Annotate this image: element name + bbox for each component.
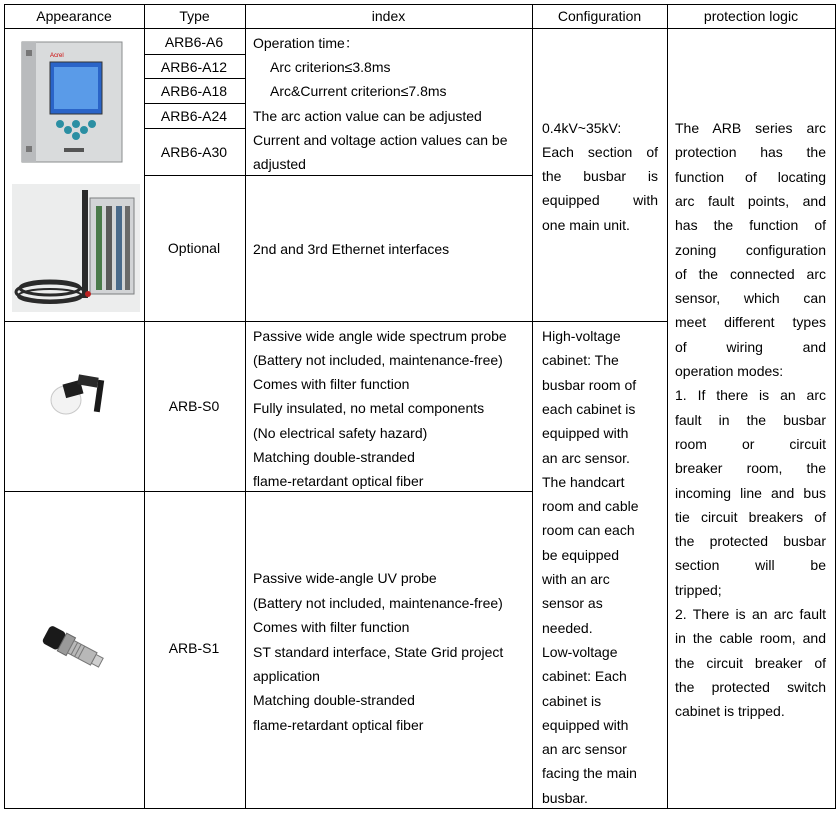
protection-logic-line: the protected switch — [675, 678, 826, 695]
configuration-line: the busbar is — [542, 168, 658, 184]
protection-logic-line: zoning configuration — [675, 241, 826, 258]
index-line: Fully insulated, no metal components — [253, 400, 485, 416]
protection-logic-line: has the function of — [675, 217, 826, 234]
configuration-line: cabinet is — [542, 692, 602, 709]
type-arb6-a30: ARB6-A30 — [160, 144, 228, 160]
protection-logic-line: the circuit breaker of — [675, 654, 826, 671]
type-arb6-a24: ARB6-A24 — [160, 108, 228, 124]
configuration-line: facing the main — [542, 765, 637, 782]
col-line — [245, 4, 246, 809]
index-line: Matching double-stranded — [253, 692, 415, 708]
configuration-line: busbar room of — [542, 376, 637, 393]
index-line: Passive wide-angle UV probe — [253, 570, 437, 586]
configuration-line: one main unit. — [542, 217, 630, 233]
protection-logic-line: of wiring and — [675, 338, 826, 355]
configuration-line: The handcart — [542, 473, 625, 490]
protection-logic-line: of the connected arc — [675, 265, 826, 282]
arb-s0-probe-image — [44, 370, 114, 420]
configuration-line: an arc sensor — [542, 741, 627, 758]
protection-logic-line: in the cable room, and — [675, 630, 826, 647]
index-line: Matching double-stranded — [253, 449, 415, 465]
type-arb-s1: ARB-S1 — [168, 640, 220, 656]
protection-logic-line: protection has the — [675, 144, 826, 161]
protection-logic-line: operation modes: — [675, 363, 784, 379]
protection-logic-line: 1. If there is an arc — [675, 387, 826, 404]
protection-logic-line: incoming line and bus — [675, 484, 826, 501]
index-line: Operation time： — [253, 35, 359, 51]
index-line: Current and voltage action values can be — [253, 132, 508, 148]
index-line: flame-retardant optical fiber — [253, 473, 424, 489]
row-line — [144, 128, 245, 129]
protection-logic-line: breaker room, the — [675, 460, 826, 477]
configuration-line: with an arc — [542, 571, 610, 587]
col-line — [835, 4, 836, 809]
index-line: (No electrical safety hazard) — [253, 425, 428, 441]
index-line: Arc&Current criterion≤7.8ms — [270, 83, 447, 99]
col-line — [4, 4, 5, 809]
protection-logic-line: arc fault points, and — [675, 192, 826, 209]
protection-logic-line: The ARB series arc — [675, 120, 826, 136]
type-arb6-a6: ARB6-A6 — [164, 34, 224, 50]
type-arb-s0: ARB-S0 — [168, 398, 220, 414]
protection-logic-line: tripped; — [675, 581, 722, 598]
protection-logic-line: sensor, which can — [675, 290, 826, 307]
type-arb6-a18: ARB6-A18 — [160, 83, 228, 99]
configuration-line: Low-voltage — [542, 643, 618, 660]
main-unit-device-image — [20, 40, 125, 165]
header-configuration: Configuration — [557, 8, 642, 24]
index-line: Passive wide angle wide spectrum probe — [253, 328, 507, 344]
configuration-line: High-voltage — [542, 328, 621, 344]
configuration-line: be equipped — [542, 546, 620, 563]
arb-s1-probe-image — [38, 624, 108, 674]
protection-logic-line: function of locating — [675, 168, 826, 185]
configuration-line: equipped with — [542, 716, 629, 733]
col-line — [667, 4, 668, 809]
row-line — [144, 54, 245, 55]
main-unit-rack-image — [12, 184, 140, 312]
row-line — [144, 78, 245, 79]
index-line: (Battery not included, maintenance-free) — [253, 595, 503, 611]
row-line — [4, 28, 836, 29]
protection-logic-line: cabinet is tripped. — [675, 703, 785, 720]
type-arb6-a12: ARB6-A12 — [160, 59, 228, 75]
configuration-line: 0.4kV~35kV: — [542, 120, 622, 136]
header-index: index — [371, 8, 406, 24]
configuration-line: cabinet: Each — [542, 668, 627, 685]
index-line: flame-retardant optical fiber — [253, 717, 424, 733]
index-line: application — [253, 668, 320, 684]
configuration-line: busbar. — [542, 789, 588, 806]
protection-logic-line: section will be — [675, 557, 826, 574]
protection-logic-line: tie circuit breakers of — [675, 508, 826, 525]
configuration-line: equipped with — [542, 192, 658, 208]
header-type: Type — [179, 8, 210, 24]
protection-logic-line: 2. There is an arc fault — [675, 606, 826, 622]
header-protection-logic: protection logic — [703, 8, 799, 24]
configuration-line: each cabinet is — [542, 400, 636, 417]
protection-logic-line: the protected busbar — [675, 533, 826, 550]
index-line: adjusted — [253, 156, 306, 172]
index-line: (Battery not included, maintenance-free) — [253, 352, 503, 368]
configuration-line: room can each — [542, 522, 635, 539]
index-line: Arc criterion≤3.8ms — [270, 59, 391, 75]
configuration-line: cabinet: The — [542, 352, 619, 369]
configuration-line: Each section of — [542, 144, 658, 160]
index-line: ST standard interface, State Grid project — [253, 644, 504, 660]
device-logo: Acrel — [50, 53, 64, 59]
header-appearance: Appearance — [36, 8, 112, 24]
row-line — [4, 808, 836, 809]
row-line — [4, 321, 667, 322]
protection-logic-line: room or circuit — [675, 435, 826, 452]
protection-logic-line: meet different types — [675, 314, 826, 331]
type-optional: Optional — [167, 240, 221, 256]
configuration-line: an arc sensor. — [542, 449, 630, 466]
configuration-line: equipped with — [542, 425, 629, 442]
row-line — [144, 103, 245, 104]
index-line: Comes with filter function — [253, 619, 410, 635]
row-line — [144, 175, 532, 176]
configuration-line: room and cable — [542, 498, 639, 515]
optional-index: 2nd and 3rd Ethernet interfaces — [253, 241, 450, 257]
index-line: Comes with filter function — [253, 376, 410, 392]
col-line — [532, 4, 533, 809]
protection-logic-line: fault in the busbar — [675, 411, 826, 428]
configuration-line: sensor as — [542, 595, 603, 612]
index-line: The arc action value can be adjusted — [253, 108, 482, 124]
configuration-line: needed. — [542, 619, 593, 636]
